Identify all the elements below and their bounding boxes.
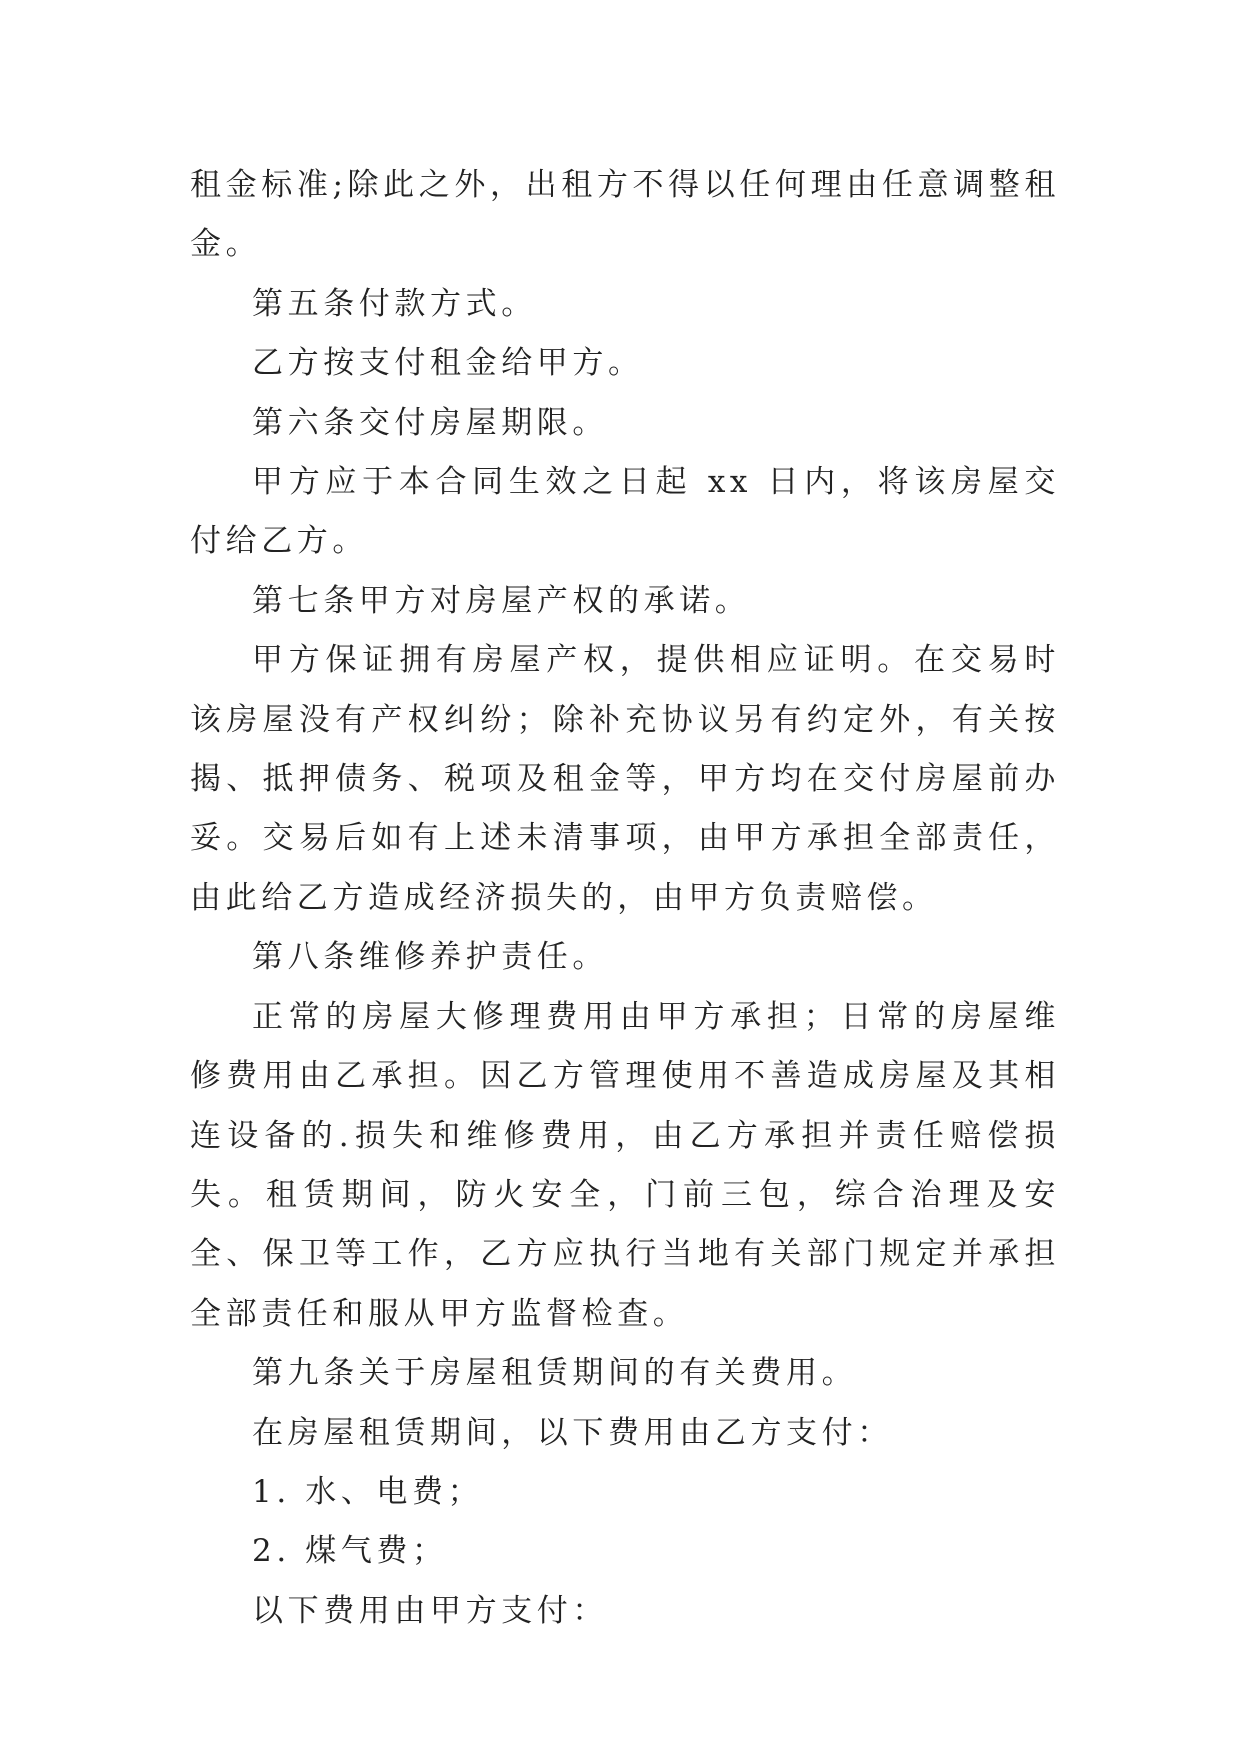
- clause-heading: 第五条付款方式。: [252, 285, 537, 322]
- paragraph: 甲方应于本合同生效之日起 xx 日内，将该房屋交付给乙方。: [190, 464, 1060, 560]
- clause-heading: 第九条关于房屋租赁期间的有关费用。: [252, 1355, 858, 1392]
- document-body: [190, 156, 1060, 1641]
- paragraph: 以下费用由甲方支付：: [252, 1592, 608, 1629]
- paragraph: 乙方按支付租金给甲方。: [252, 345, 644, 382]
- paragraph: 正常的房屋大修理费用由甲方承担；日常的房屋维修费用由乙承担。因乙方管理使用不善造成房屋及其相连设备的.损失和维修费用，由乙方承担并责任赔偿损失。租赁期间，防火安全，门前三包，综合治理及安全、保卫等工作，乙方应执行当地有关部门规定并承担全部责任和服从甲方监督检查。: [190, 998, 1060, 1332]
- clause-heading: 第七条甲方对房屋产权的承诺。: [252, 582, 751, 619]
- list-item: 1. 水、电费；: [252, 1473, 484, 1510]
- paragraph: 租金标准;除此之外，出租方不得以任何理由任意调整租金。: [190, 167, 1060, 263]
- clause-heading: 第八条维修养护责任。: [252, 939, 608, 976]
- paragraph: 甲方保证拥有房屋产权，提供相应证明。在交易时该房屋没有产权纠纷；除补充协议另有约定外，有关按揭、抵押债务、税项及租金等，甲方均在交付房屋前办妥。交易后如有上述未清事项，由甲方承担全部责任，由此给乙方造成经济损失的，由甲方负责赔偿。: [190, 642, 1060, 916]
- clause-heading: 第六条交付房屋期限。: [252, 404, 608, 441]
- list-item: 2. 煤气费；: [252, 1533, 448, 1570]
- paragraph: 在房屋租赁期间，以下费用由乙方支付：: [252, 1414, 893, 1451]
